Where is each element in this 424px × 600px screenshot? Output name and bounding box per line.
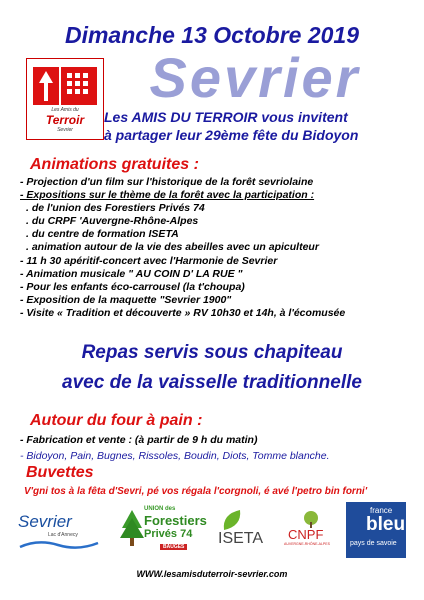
list-item: - Animation musicale " AU COIN D' LA RUE " (20, 267, 243, 280)
town-title: Sevrier (149, 46, 361, 109)
four-line1: - Fabrication et vente : (à partir de 9 h du matin) (20, 434, 258, 446)
animations-heading: Animations gratuites : (30, 156, 199, 173)
buvettes-heading: Buvettes (26, 464, 94, 481)
cnpf-sub: AUVERGNE-RHÔNE-ALPES (284, 542, 330, 546)
list-item: - Visite « Tradition et découverte » RV 10h30 et 14h, à l'écomusée (20, 306, 346, 319)
animations-list (20, 176, 345, 320)
logo-line2: Terroir (45, 113, 85, 127)
amis-du-terroir-logo (26, 58, 104, 140)
bleu-text: bleu (366, 514, 406, 535)
union-sub: BAUGES (160, 544, 187, 550)
list-item: - 11 h 30 apéritif-concert avec l'Harmonie de Sevrier (20, 254, 278, 267)
list-item: - Pour les enfants éco-carrousel (la t'choupa) (20, 280, 245, 293)
union-line1: UNION des (144, 506, 176, 512)
sponsor-forestiers-logo (120, 506, 210, 554)
list-item: . du centre de formation ISETA (26, 228, 179, 241)
pays-text: pays de savoie (350, 540, 397, 547)
buvettes-text: V'gni tos à la fêta d'Sevri, pé vos régala l'corgnoli, é avé l'petro bin forni' (24, 486, 368, 497)
invite-line2: à partager leur 29ème fête du Bidoyon (104, 127, 359, 143)
sponsor-iseta-logo (216, 508, 276, 552)
event-date: Dimanche 13 Octobre 2019 (64, 22, 360, 48)
four-heading: Autour du four à pain : (30, 412, 203, 429)
logo-line1: Les Amis du (51, 107, 79, 113)
list-item: . de l'union des Forestiers Privés 74 (26, 202, 205, 215)
france-text: france (370, 506, 393, 515)
list-item: - Expositions sur le thème de la forêt avec la participation : (20, 189, 315, 202)
union-line3: Privés 74 (144, 528, 193, 540)
union-line2: Forestiers (144, 513, 207, 528)
list-item: . animation autour de la vie des abeilles avec un apiculteur (26, 241, 319, 254)
repas-line2: avec de la vaisselle traditionnelle (62, 372, 362, 393)
sponsor-cnpf-logo (284, 510, 340, 552)
list-item: . du CRPF 'Auvergne-Rhône-Alpes (26, 215, 199, 228)
tree-icon (120, 508, 144, 548)
wave-icon (18, 539, 100, 551)
cnpf-tree-icon (300, 510, 322, 528)
list-item: - Exposition de la maquette "Sevrier 1900" (20, 293, 232, 306)
sponsor-france-bleu-logo (346, 502, 406, 558)
logo-line3: Sevrier (57, 127, 73, 133)
four-line2: - Bidoyon, Pain, Bugnes, Rissoles, Boudin, Diots, Tomme blanche. (20, 450, 330, 462)
repas-line1: Repas servis sous chapiteau (81, 342, 343, 363)
cnpf-text: CNPF (288, 527, 324, 542)
sevrier-logo-text: Sevrier (18, 512, 72, 531)
sponsor-sevrier-logo (18, 512, 100, 552)
invitation (104, 108, 358, 144)
iseta-text: ISETA (218, 530, 264, 547)
invite-line1: Les AMIS DU TERROIR vous invitent (104, 109, 348, 125)
website-url[interactable]: WWW.lesamisduterroir-sevrier.com (136, 569, 288, 579)
list-item: - Projection d'un film sur l'historique de la forêt sevriolaine (20, 176, 314, 188)
sevrier-logo-sub: Lac d'Annecy (48, 532, 78, 538)
